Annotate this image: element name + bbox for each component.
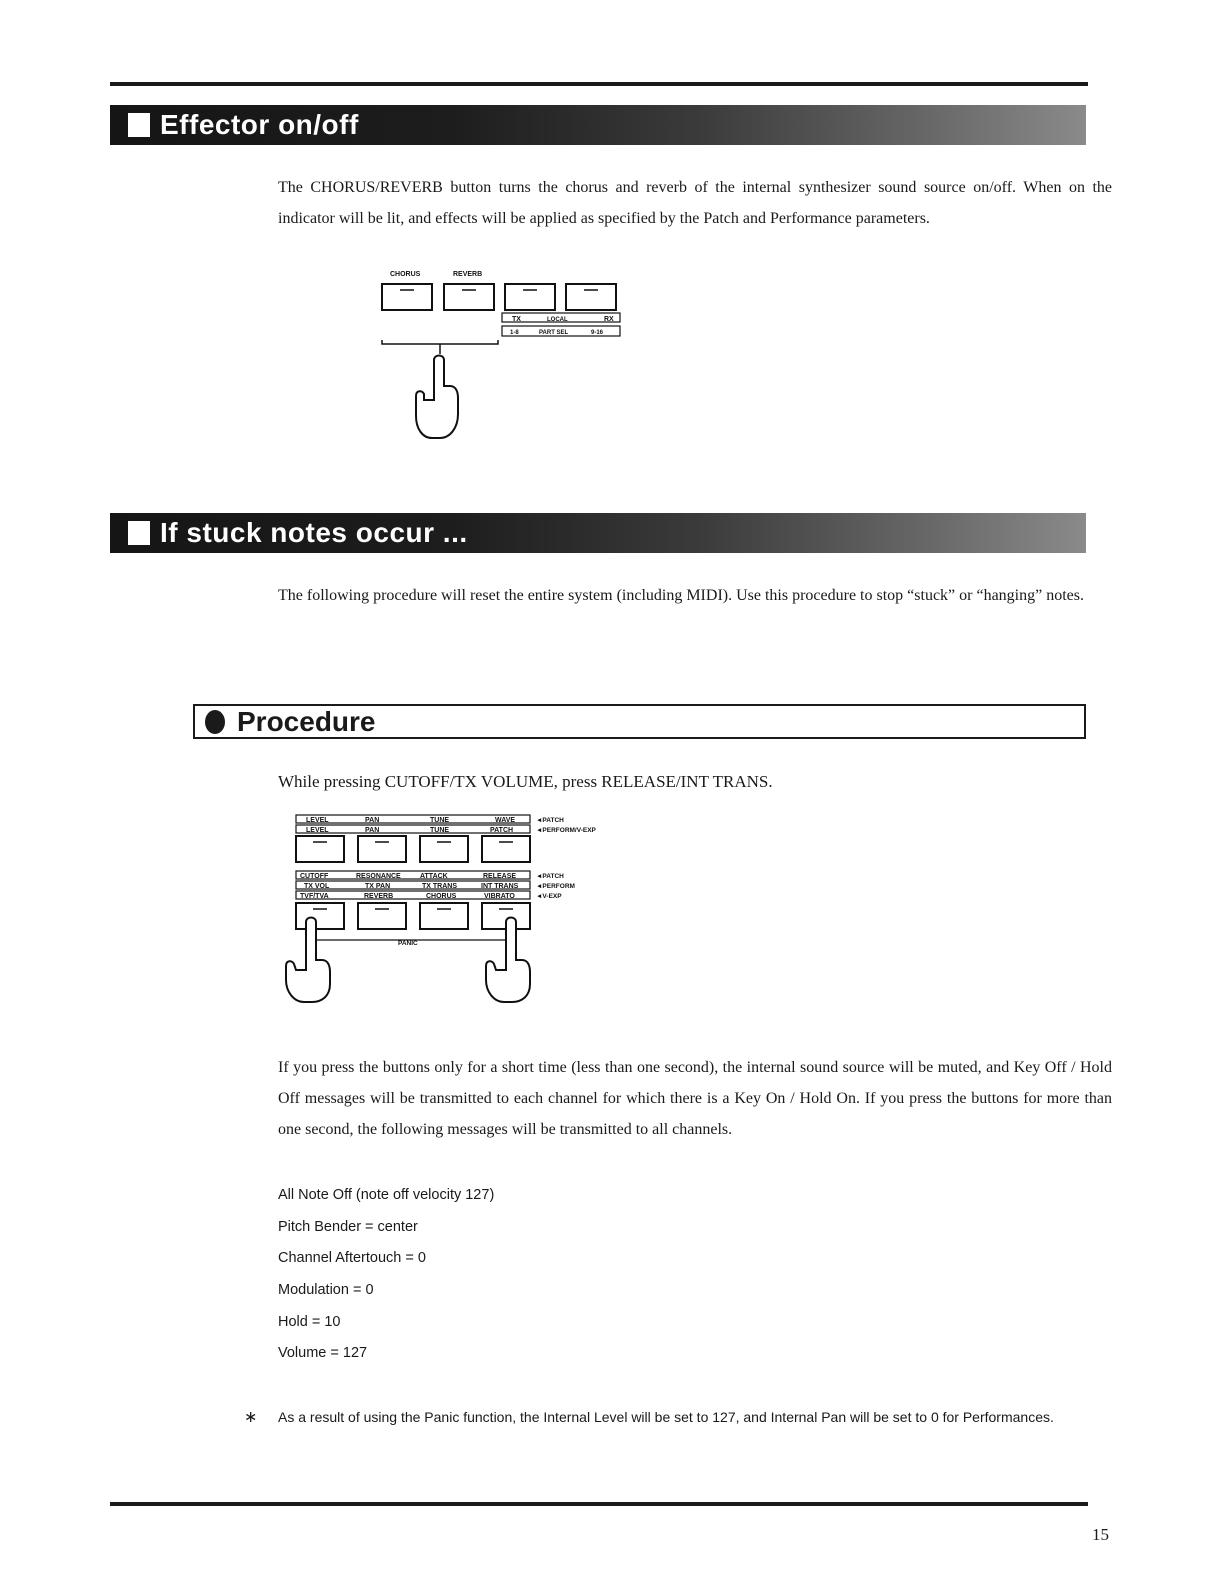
pressing-hand-icon bbox=[416, 356, 458, 439]
list-item: Volume = 127 bbox=[278, 1345, 368, 1362]
row3-label: ATTACK bbox=[420, 873, 448, 880]
asterisk-icon: ∗ bbox=[244, 1409, 258, 1426]
row4-label: TX PAN bbox=[365, 883, 391, 890]
row2-label: PAN bbox=[365, 827, 380, 834]
panic-label: PANIC bbox=[398, 940, 418, 947]
square-bullet-icon bbox=[128, 521, 150, 545]
right-hand-icon bbox=[486, 918, 530, 1003]
list-item: Pitch Bender = center bbox=[278, 1218, 418, 1235]
list-item: All Note Off (note off velocity 127) bbox=[278, 1187, 495, 1203]
row1-label: PAN bbox=[365, 817, 380, 824]
row4-label: TX TRANS bbox=[422, 883, 457, 890]
part-low-label: 1-8 bbox=[510, 330, 519, 336]
procedure-header bbox=[193, 704, 1086, 739]
panel-button bbox=[482, 836, 530, 862]
panel-button bbox=[358, 903, 406, 929]
bracket-line bbox=[382, 340, 498, 354]
panel-button bbox=[382, 284, 616, 310]
section-header-stuck-notes bbox=[110, 513, 1086, 553]
row5-side-label: ◄V-EXP bbox=[536, 893, 562, 900]
row2-label: LEVEL bbox=[306, 827, 329, 834]
row1-side-label: ◄PATCH bbox=[536, 817, 564, 824]
panic-explanation: If you press the buttons only for a short time (less than one second), the internal sound source will be muted, and Key Off / Hold Off messages will be transmitted to each channel for which there is a Key On / Hold On. If you press the buttons for more than one second, the following messages will be transmitted to all channels. bbox=[278, 1059, 1112, 1138]
cutoff-button bbox=[296, 903, 344, 929]
row1-label: LEVEL bbox=[306, 817, 329, 824]
procedure-instruction: While pressing CUTOFF/TX VOLUME, press RELEASE/INT TRANS. bbox=[278, 772, 773, 791]
local-label: LOCAL bbox=[547, 317, 568, 323]
panel-button bbox=[296, 836, 344, 862]
chorus-reverb-diagram bbox=[376, 262, 636, 452]
row4-label: TX VOL bbox=[304, 883, 330, 890]
tx-label: TX bbox=[512, 316, 521, 323]
section-header-effector bbox=[110, 105, 1086, 145]
stuck-notes-description: The following procedure will reset the entire system (including MIDI). Use this procedure to stop “stuck” or “hanging” notes. bbox=[278, 587, 1084, 604]
page-number: 15 bbox=[1092, 1525, 1109, 1544]
part-sel-label: PART SEL bbox=[539, 330, 569, 336]
row2-label: TUNE bbox=[430, 827, 450, 834]
row1-label: TUNE bbox=[430, 817, 450, 824]
row5-label: CHORUS bbox=[426, 893, 457, 900]
part-high-label: 9-16 bbox=[591, 330, 604, 336]
row3-label: RESONANCE bbox=[356, 873, 401, 880]
row2-side-label: ◄PERFORM/V-EXP bbox=[536, 827, 596, 834]
procedure-title: Procedure bbox=[237, 705, 376, 737]
row3-label: RELEASE bbox=[483, 873, 517, 880]
note-text: As a result of using the Panic function, the Internal Level will be set to 127, and Internal Pan will be set to 0 for Performances. bbox=[278, 1409, 1054, 1425]
square-bullet-icon bbox=[128, 113, 150, 137]
reverb-label: REVERB bbox=[453, 271, 483, 278]
list-item: Hold = 10 bbox=[278, 1313, 341, 1330]
bottom-rule bbox=[110, 1502, 1088, 1506]
row3-side-label: ◄PATCH bbox=[536, 873, 564, 880]
row4-label: INT TRANS bbox=[481, 883, 519, 890]
section-title: Effector on/off bbox=[160, 109, 359, 140]
panic-bracket bbox=[314, 932, 512, 940]
chorus-label: CHORUS bbox=[390, 271, 421, 278]
effector-description: The CHORUS/REVERB button turns the chorus and reverb of the internal synthesizer sound source on/off. When on the indicator will be lit, and effects will be applied as specified by the Patch and Performance parameters. bbox=[278, 179, 1112, 227]
row3-label: CUTOFF bbox=[300, 873, 329, 880]
rx-label: RX bbox=[604, 316, 614, 323]
round-bullet-icon bbox=[205, 710, 225, 734]
row1-label: WAVE bbox=[495, 817, 516, 824]
row4-side-label: ◄PERFORM bbox=[536, 883, 575, 890]
list-item: Modulation = 0 bbox=[278, 1282, 374, 1299]
panel-button bbox=[420, 903, 468, 929]
section-title: If stuck notes occur ... bbox=[160, 517, 468, 548]
row5-label: REVERB bbox=[364, 893, 394, 900]
row5-label: TVF/TVA bbox=[300, 893, 329, 900]
panel-button bbox=[358, 836, 406, 862]
transmitted-messages-list bbox=[278, 1180, 494, 1370]
panel-button bbox=[420, 836, 468, 862]
list-item: Channel Aftertouch = 0 bbox=[278, 1250, 426, 1267]
row2-label: PATCH bbox=[490, 827, 514, 834]
panic-button-diagram bbox=[280, 810, 620, 1010]
top-rule bbox=[110, 82, 1088, 86]
left-hand-icon bbox=[286, 918, 330, 1003]
row5-label: VIBRATO bbox=[484, 893, 515, 900]
